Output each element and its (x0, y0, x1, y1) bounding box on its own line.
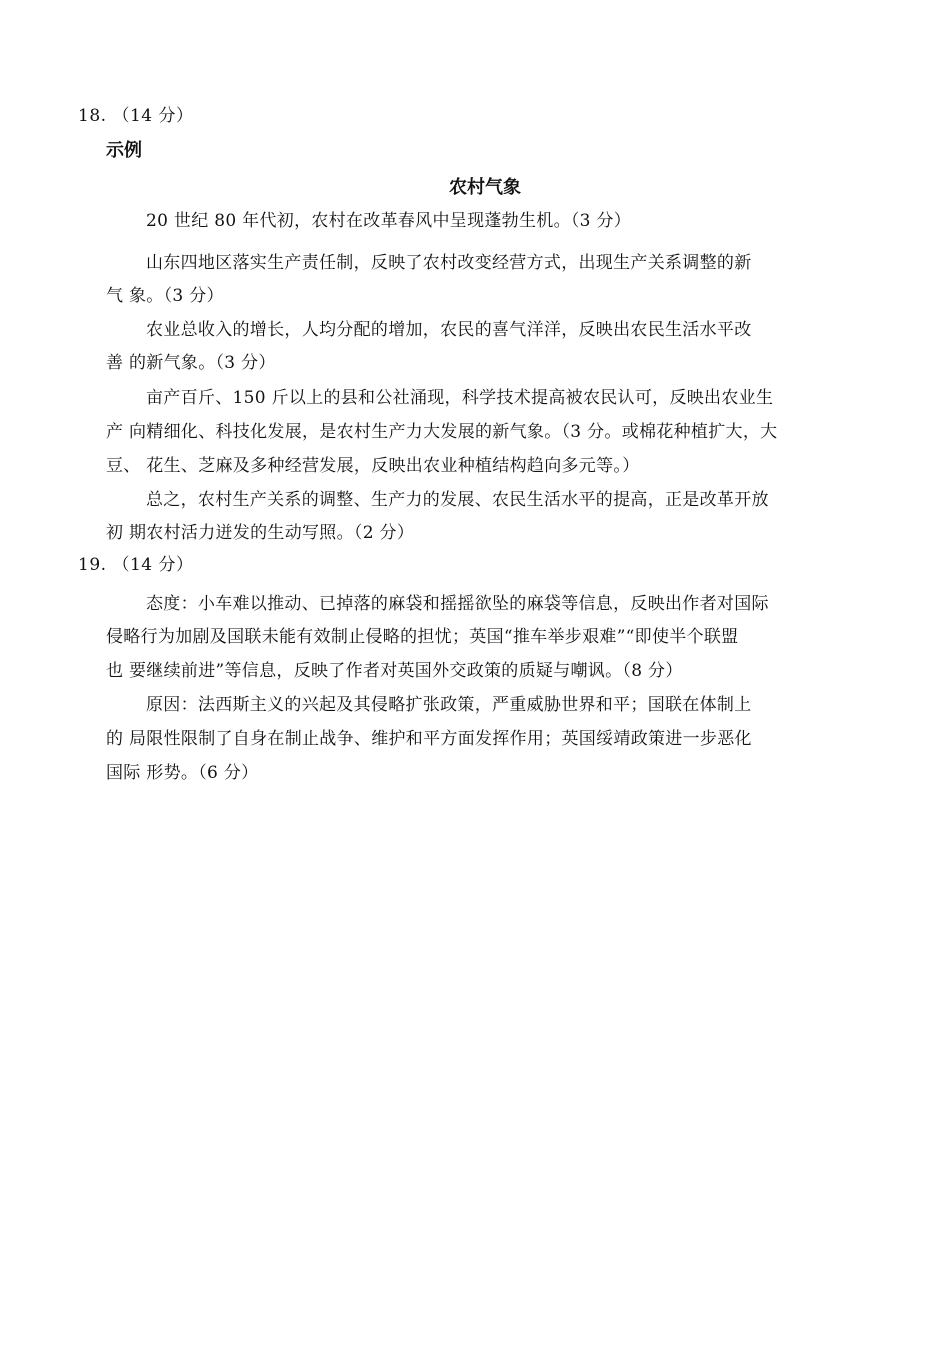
q18-paragraph-line: 气 象。（3 分） (106, 286, 224, 306)
q19-paragraph-line: 的 局限性限制了自身在制止战争、维护和平方面发挥作用；英国绥靖政策进一步恶化 (106, 729, 752, 749)
q18-paragraph-line: 亩产百斤、150 斤以上的县和公社涌现，科学技术提高被农民认可，反映出农业生 (146, 388, 774, 408)
q18-paragraph-line: 20 世纪 80 年代初，农村在改革春风中呈现蓬勃生机。（3 分） (146, 211, 632, 231)
q19-paragraph-line: 国际 形势。（6 分） (106, 763, 259, 783)
q18-paragraph-line: 农业总收入的增长，人均分配的增加，农民的喜气洋洋，反映出农民生活水平改 (146, 320, 752, 340)
essay-title: 农村气象 (449, 177, 521, 198)
question-18-number: 18. （14 分） (78, 106, 194, 126)
q19-paragraph-line: 也 要继续前进”等信息，反映了作者对英国外交政策的质疑与嘲讽。（8 分） (106, 661, 683, 681)
q18-paragraph-line: 总之，农村生产关系的调整、生产力的发展、农民生活水平的提高，正是改革开放 (146, 490, 769, 510)
q19-paragraph-line: 侵略行为加剧及国联未能有效制止侵略的担忧；英国“推车举步艰难”“即使半个联盟 (106, 627, 739, 647)
q18-paragraph-line: 善 的新气象。（3 分） (106, 353, 276, 373)
q18-paragraph-line: 产 向精细化、科技化发展，是农村生产力大发展的新气象。（3 分。或棉花种植扩大，大 (106, 422, 778, 442)
q19-paragraph-line: 态度：小车难以推动、已掉落的麻袋和摇摇欲坠的麻袋等信息，反映出作者对国际 (146, 594, 769, 614)
q19-paragraph-line: 原因：法西斯主义的兴起及其侵略扩张政策，严重威胁世界和平；国联在体制上 (146, 695, 752, 715)
question-19-number: 19. （14 分） (78, 555, 194, 575)
q18-paragraph-line: 豆、 花生、芝麻及多种经营发展，反映出农业种植结构趋向多元等。） (106, 456, 640, 476)
q18-paragraph-line: 初 期农村活力迸发的生动写照。（2 分） (106, 523, 415, 543)
q18-paragraph-line: 山东四地区落实生产责任制，反映了农村改变经营方式，出现生产关系调整的新 (146, 253, 752, 273)
example-label: 示例 (106, 140, 142, 161)
